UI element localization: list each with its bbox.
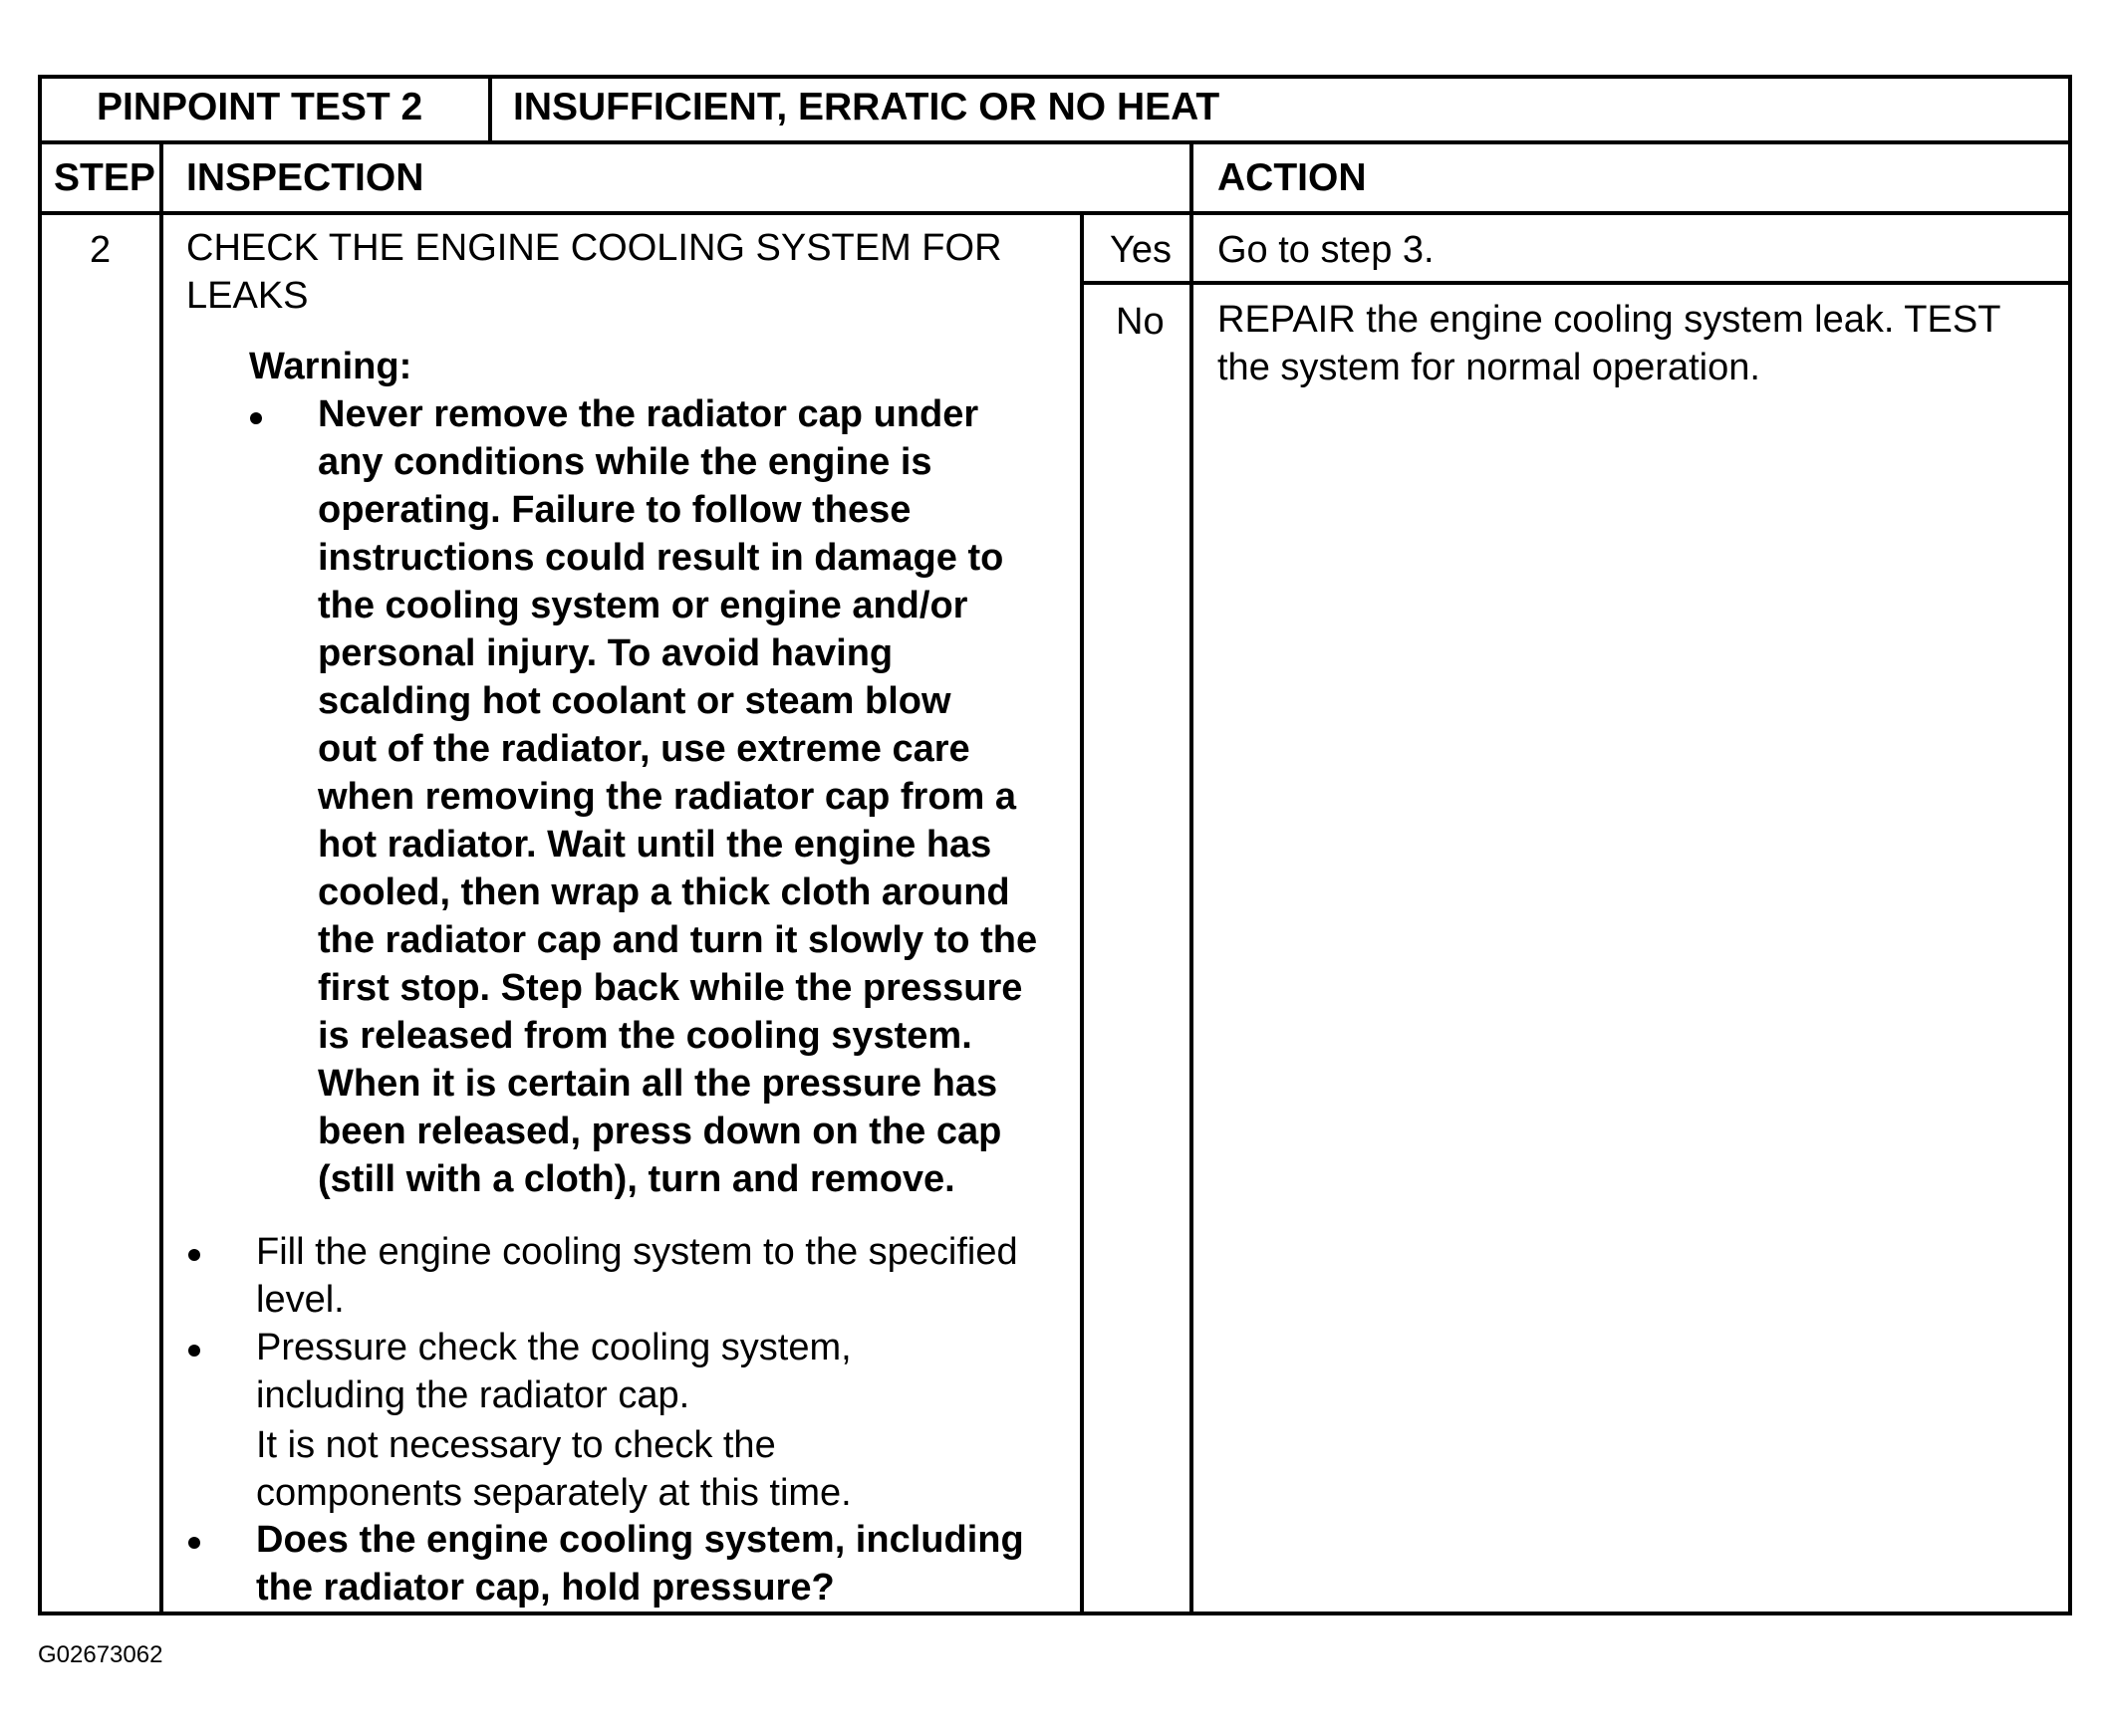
instruction-pressure-check [256,1324,852,1419]
warning-line: out of the radiator, use extreme care [318,728,970,770]
warning-line: (still with a cloth), turn and remove. [318,1158,955,1200]
no-action-line: the system for normal operation. [1217,347,1760,388]
instruction-note [256,1421,852,1517]
instruction-line: Pressure check the cooling system, [256,1327,852,1368]
step-column-header-rule [38,211,163,215]
instruction-line: Fill the engine cooling system to the specified [256,1231,1018,1273]
warning-line: hot radiator. Wait until the engine has [318,824,992,866]
warning-line: when removing the radiator cap from a [318,776,1017,818]
list-bullet [188,1249,200,1261]
warning-line: Never remove the radiator cap under [318,393,979,435]
inspection-title [186,224,1002,320]
instruction-line: including the radiator cap. [256,1374,690,1416]
answer-action-divider [1189,140,1193,1615]
step-number: 2 [90,229,112,271]
warning-line: is released from the cooling system. [318,1015,972,1057]
header-divider [488,75,492,144]
warning-line: cooled, then wrap a thick cloth around [318,871,1010,913]
question-line: the radiator cap, hold pressure? [256,1567,835,1609]
header-bottom-rule [38,140,2072,144]
inspection-answer-divider [1080,211,1084,1615]
test-number-label: PINPOINT TEST 2 [97,86,423,128]
no-action-line: REPAIR the engine cooling system leak. TEST [1217,299,2001,341]
test-title: INSUFFICIENT, ERRATIC OR NO HEAT [513,86,1220,128]
question-line: Does the engine cooling system, including [256,1519,1024,1561]
figure-id: G02673062 [38,1641,163,1668]
warning-label: Warning: [249,346,412,387]
warning-line: personal injury. To avoid having [318,632,894,674]
inspection-title-line: CHECK THE ENGINE COOLING SYSTEM FOR [186,227,1002,269]
warning-line: first stop. Step back while the pressure [318,967,1023,1009]
warning-line: the radiator cap and turn it slowly to the [318,919,1038,961]
column-header-action: ACTION [1217,156,1367,199]
inspection-title-line: LEAKS [186,275,309,317]
warning-line: been released, press down on the cap [318,1111,1002,1152]
warning-line: scalding hot coolant or steam blow [318,680,951,722]
answer-yes-label: Yes [1110,229,1172,271]
list-bullet [188,1537,200,1549]
note-line: It is not necessary to check the [256,1424,776,1466]
step-column-divider [159,140,163,1615]
instruction-line: level. [256,1279,345,1321]
instruction-question [256,1516,1024,1612]
warning-line: instructions could result in damage to [318,537,1004,579]
yes-row-bottom-rule [1080,281,2072,285]
answer-no-label: No [1116,301,1165,343]
instruction-fill [256,1228,1018,1324]
list-bullet [188,1345,200,1357]
answer-no-action [1217,296,2000,391]
warning-line: the cooling system or engine and/or [318,585,968,626]
warning-line: When it is certain all the pressure has [318,1063,998,1105]
column-header-step: STEP [54,156,155,199]
warning-bullet [250,412,262,424]
warning-line: operating. Failure to follow these [318,489,912,531]
warning-text [318,390,1037,1203]
answer-yes-action: Go to step 3. [1217,229,1435,271]
warning-line: any conditions while the engine is [318,441,932,483]
column-header-bottom-rule [159,211,2072,215]
column-header-inspection: INSPECTION [186,156,424,199]
note-line: components separately at this time. [256,1472,852,1514]
